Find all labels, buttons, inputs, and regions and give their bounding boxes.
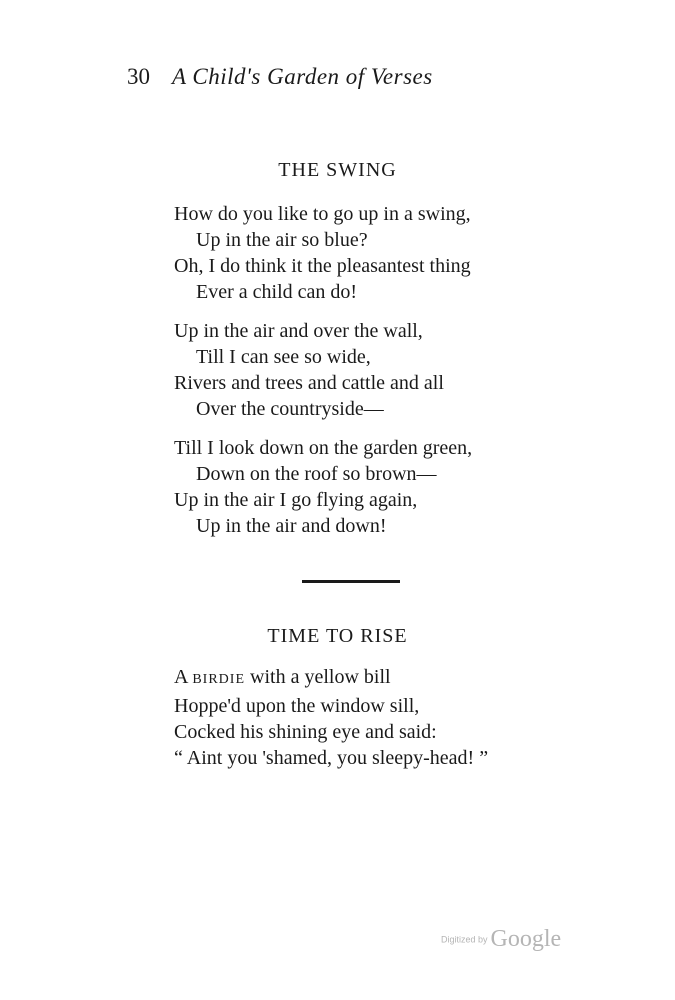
first-line-rest: with a yellow bill (245, 666, 391, 688)
poem-line: Rivers and trees and cattle and all (174, 372, 444, 394)
watermark-prefix: Digitized by (441, 934, 488, 945)
poem-line (174, 664, 488, 693)
poem-line: “ Aint you 'shamed, you sleepy-head! ” (174, 747, 489, 769)
poem-line: How do you like to go up in a swing, (174, 203, 471, 225)
poem-line: Up in the air so blue? (196, 229, 368, 251)
book-title: A Child's Garden of Verses (172, 64, 433, 89)
poem-title-time-to-rise: TIME TO RISE (267, 625, 408, 647)
running-head (127, 62, 433, 92)
section-divider (302, 580, 400, 583)
smallcaps-word: BIRDIE (192, 672, 246, 687)
poem-line: Up in the air I go flying again, (174, 489, 418, 511)
poem-line: Cocked his shining eye and said: (174, 721, 437, 743)
poem-line: Hoppe'd upon the window sill, (174, 695, 420, 717)
poem-line: Down on the roof so brown— (196, 463, 437, 485)
poem-line: Over the countryside— (196, 398, 384, 420)
stanza (174, 201, 471, 305)
poem-line: Till I look down on the garden green, (174, 437, 473, 459)
stanza (174, 318, 444, 422)
first-word: A (174, 666, 188, 688)
poem-line: Till I can see so wide, (196, 346, 371, 368)
stanza (174, 435, 472, 539)
page-number: 30 (127, 64, 150, 89)
watermark-brand-logo: Google (490, 926, 562, 952)
poem-title-the-swing: THE SWING (278, 159, 397, 181)
stanza (174, 664, 488, 771)
poem-line: Ever a child can do! (196, 281, 358, 303)
poem-line: Up in the air and down! (196, 515, 387, 537)
poem-line: Oh, I do think it the pleasantest thing (174, 255, 471, 277)
digitization-watermark (441, 926, 561, 953)
poem-line: Up in the air and over the wall, (174, 320, 423, 342)
